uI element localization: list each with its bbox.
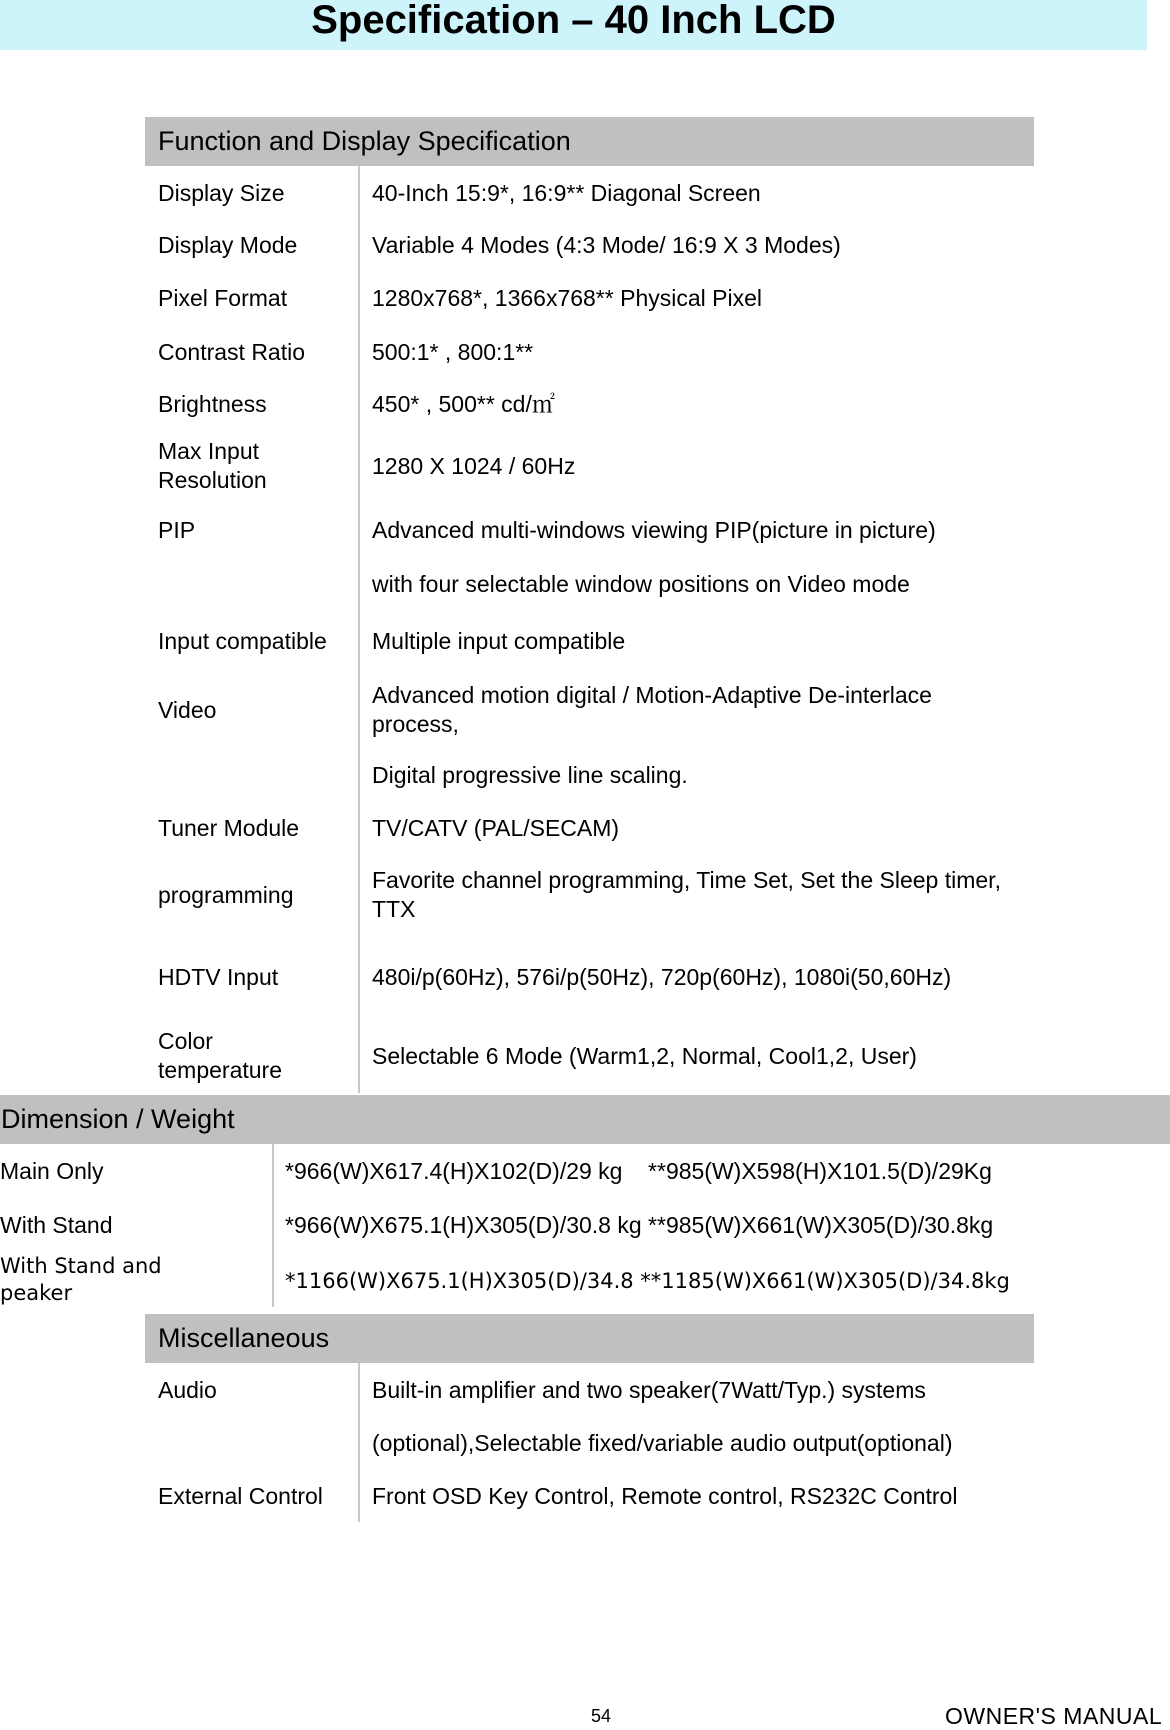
misc-column-divider [358,1363,360,1522]
function-section-header: Function and Display Specification [145,117,1034,166]
function-column-divider [358,166,360,1093]
spec-label: HDTV Input [158,964,279,990]
spec-label: Brightness [158,391,267,417]
misc-label: External Control [158,1483,323,1509]
dimension-value: *966(W)X675.1(H)X305(D)/30.8 kg **985(W)X661(W)X305(D)/30.8kg [285,1212,994,1238]
spec-value: Variable 4 Modes (4:3 Mode/ 16:9 X 3 Modes) [372,232,841,258]
spec-label: programming [158,882,294,908]
spec-value: Multiple input compatible [372,628,626,654]
misc-value: Front OSD Key Control, Remote control, RS232C Control [372,1483,958,1509]
dimension-label: Main Only [0,1158,104,1184]
spec-value: 480i/p(60Hz), 576i/p(50Hz), 720p(60Hz), 1080i(50,60Hz) [372,964,952,990]
spec-value-continued: with four selectable window positions on Video mode [372,571,910,597]
spec-value-continued: Digital progressive line scaling. [372,762,688,788]
spec-label: Input compatible [158,628,327,654]
spec-label: Tuner Module [158,815,300,841]
page-number: 54 [591,1706,612,1726]
dimension-section-header: Dimension / Weight [0,1095,1170,1144]
spec-value: 1280 X 1024 / 60Hz [372,453,576,479]
dimension-label: With Stand and peaker [0,1254,162,1305]
misc-label: Audio [158,1377,217,1403]
spec-label: Display Mode [158,232,298,258]
misc-value-continued: (optional),Selectable fixed/variable audio output(optional) [372,1430,953,1456]
spec-label: Video [158,697,217,723]
spec-value: 1280x768*, 1366x768** Physical Pixel [372,285,762,311]
misc-value: Built-in amplifier and two speaker(7Watt/Typ.) systems [372,1377,926,1403]
page-title: Specification – 40 Inch LCD [311,0,836,42]
dimension-column-divider [272,1144,274,1307]
spec-label: Pixel Format [158,285,288,311]
page-title-bar [0,0,1147,50]
spec-value: Advanced motion digital / Motion-Adaptive De-interlace process, [372,682,932,737]
dimension-value: *1166(W)X675.1(H)X305(D)/34.8 **1185(W)X661(W)X305(D)/34.8kg [285,1269,1010,1293]
spec-label: Display Size [158,180,285,206]
spec-label: Max Input Resolution [158,438,267,493]
footer-manual-title: OWNER'S MANUAL [945,1703,1163,1729]
dimension-value: *966(W)X617.4(H)X102(D)/29 kg **985(W)X598(H)X101.5(D)/29Kg [285,1158,992,1184]
spec-value: 40-Inch 15:9*, 16:9** Diagonal Screen [372,180,761,206]
spec-value: 500:1* , 800:1** [372,339,534,365]
dimension-label: With Stand [0,1212,113,1238]
spec-value: 450* , 500** cd/㎡ [372,391,555,417]
spec-label: Color temperature [158,1028,283,1083]
misc-section-header: Miscellaneous [145,1314,1034,1363]
spec-label: PIP [158,517,196,543]
spec-value: Selectable 6 Mode (Warm1,2, Normal, Cool1,2, User) [372,1043,917,1069]
spec-value: Favorite channel programming, Time Set, Set the Sleep timer, TTX [372,867,1001,922]
spec-value: TV/CATV (PAL/SECAM) [372,815,620,841]
spec-label: Contrast Ratio [158,339,306,365]
spec-value: Advanced multi-windows viewing PIP(picture in picture) [372,517,936,543]
